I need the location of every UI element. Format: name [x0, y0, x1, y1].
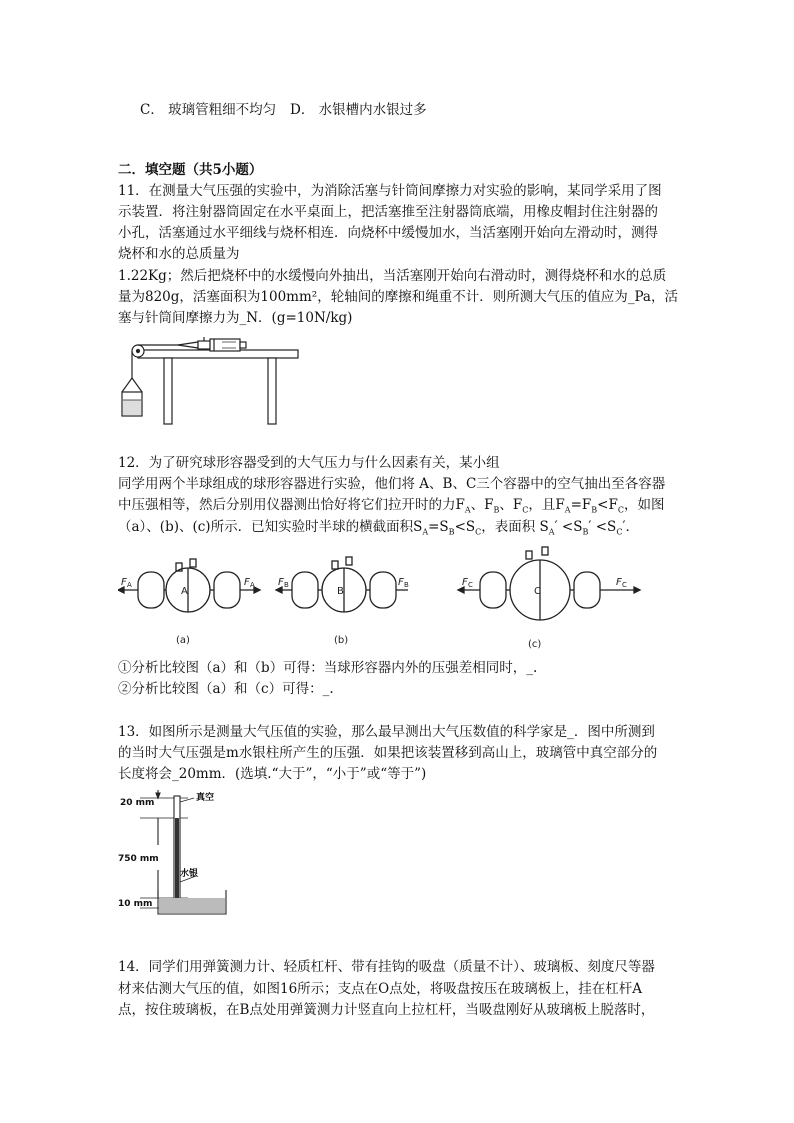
q12-line-4-part: <S [454, 519, 476, 535]
q12-line-3-part: 、F [499, 497, 523, 513]
q10-option-c: C． 玻璃管粗细不均匀 [140, 102, 277, 118]
q11-line-4: 烧杯和水的总质量为 [118, 246, 240, 262]
q13-line-2: 的当时大气压强是m水银柱所产生的压强．如果把该装置移到高山上，玻璃管中真空部分的 [118, 745, 658, 761]
mercury-label: 水银 [180, 869, 199, 879]
q12-line-4 [118, 517, 639, 543]
sphere-label-a: A [181, 586, 188, 597]
q13-line-1: 13．如图所示是测量大气压值的实验，那么最早测出大气压数值的科学家是_．图中所测到 [118, 724, 655, 740]
sub-a: A [464, 505, 471, 515]
caption-c: (c) [528, 639, 542, 650]
q12-answer-2: ②分析比较图（a）和（c）可得：_. [118, 681, 334, 697]
force-sub: A [250, 581, 255, 589]
q13-torricelli-figure [118, 790, 248, 925]
q11-apparatus-figure [118, 332, 318, 432]
sub-c: C [475, 527, 482, 537]
force-label: F [244, 577, 250, 588]
q13-line-3: 长度将会_20mm．(选填.“大于”，“小于”或“等于”) [118, 766, 427, 782]
force-sub: A [127, 581, 132, 589]
q11-line-5: 1.22Kg；然后把烧杯中的水缓慢向外抽出，当活塞刚开始向右滑动时，测得烧杯和水的总质 [118, 268, 667, 284]
q12-line-4-part: ′ <S [588, 519, 617, 535]
q11-line-3: 小孔，活塞通过水平细线与烧杯相连．向烧杯中缓慢加水，当活塞刚开始向左滑动时，测得 [118, 225, 658, 241]
caption-b: (b) [334, 635, 349, 646]
q12-line-2: 同学用两个半球组成的球形容器进行实验，他们将 A、B、C三个容器中的空气抽出至各容器 [118, 476, 666, 492]
q12-line-4-text: （a）、(b)、(c)所示．已知实验时半球的横截面积S [118, 519, 423, 535]
force-label: F [398, 577, 404, 588]
sub-c: C [617, 505, 624, 515]
q12-spheres-figure [118, 545, 678, 655]
q11-line-6: 量为820g，活塞面积为100mm²，轮轴间的摩擦和绳重不计．则所测大气压的值应为_Pa，活 [118, 289, 678, 305]
q12-line-4-part: ′ <S [554, 519, 583, 535]
q10-option-d: D． 水银槽内水银过多 [290, 102, 427, 118]
force-sub: C [622, 581, 627, 589]
sub-b: B [493, 505, 500, 515]
vacuum-label: 真空 [196, 793, 215, 803]
q12-line-3-part: <F [597, 497, 618, 513]
q11-line-7: 塞与针筒间摩擦力为_N．(g=10N/kg) [118, 310, 353, 326]
q14-line-3: 点，按住玻璃板，在B点处用弹簧测力计竖直向上拉杠杆，当吸盘刚好从玻璃板上脱落时， [118, 1002, 655, 1018]
force-sub: B [404, 581, 409, 589]
force-label: F [121, 577, 127, 588]
q12-line-3-part: =F [570, 497, 592, 513]
q12-line-4-part: =S [428, 519, 449, 535]
q11-line-1: 11．在测量大气压强的实验中，为消除活塞与针筒间摩擦力对实验的影响，某同学采用了图 [118, 183, 662, 199]
sub-a: A [422, 527, 429, 537]
sphere-label-c: C [534, 586, 541, 597]
q14-line-1: 14．同学们用弹簧测力计、轻质杠杆、带有挂钩的吸盘（质量不计）、玻璃板、刻度尺等器 [118, 959, 655, 975]
dim-mid-label: 750 mm [118, 854, 159, 864]
q12-line-3-part: 、F [470, 497, 494, 513]
sub-a: A [564, 505, 571, 515]
q12-line-4-part: ，表面积 S [481, 519, 549, 535]
q12-line-4-part: ′． [622, 519, 640, 535]
force-label: F [462, 577, 468, 588]
sub-c: C [616, 527, 623, 537]
force-label: F [278, 577, 284, 588]
section-heading: 二．填空题（共5小题） [118, 162, 263, 178]
dim-bot-label: 10 mm [118, 899, 153, 909]
sub-c: C [522, 505, 529, 515]
q11-line-2: 示装置．将注射器筒固定在水平桌面上，把活塞推至注射器筒底端，用橡皮帽封住注射器的 [118, 204, 658, 220]
q12-line-1: 12．为了研究球形容器受到的大气压力与什么因素有关，某小组 [118, 455, 500, 471]
q12-answer-1: ①分析比较图（a）和（b）可得：当球形容器内外的压强差相同时，_. [118, 660, 538, 676]
force-label: F [616, 577, 622, 588]
sub-b: B [582, 527, 589, 537]
sub-b: B [591, 505, 598, 515]
sub-b: B [448, 527, 455, 537]
q12-line-3-text: 中压强相等，然后分别用仪器测出恰好将它们拉开时的力F [118, 497, 465, 513]
sphere-label-b: B [337, 586, 344, 597]
q14-line-2: 材来估测大气压的值，如图16所示；支点在O点处，将吸盘按压在玻璃板上，挂在杠杆A [118, 981, 642, 997]
dim-top-label: 20 mm [120, 798, 155, 808]
sub-a: A [548, 527, 555, 537]
force-sub: C [468, 581, 473, 589]
force-sub: B [284, 581, 289, 589]
caption-a: (a) [176, 635, 190, 646]
q12-line-3-part: ，如图 [623, 497, 665, 513]
q12-line-3-part: ，且F [528, 497, 565, 513]
